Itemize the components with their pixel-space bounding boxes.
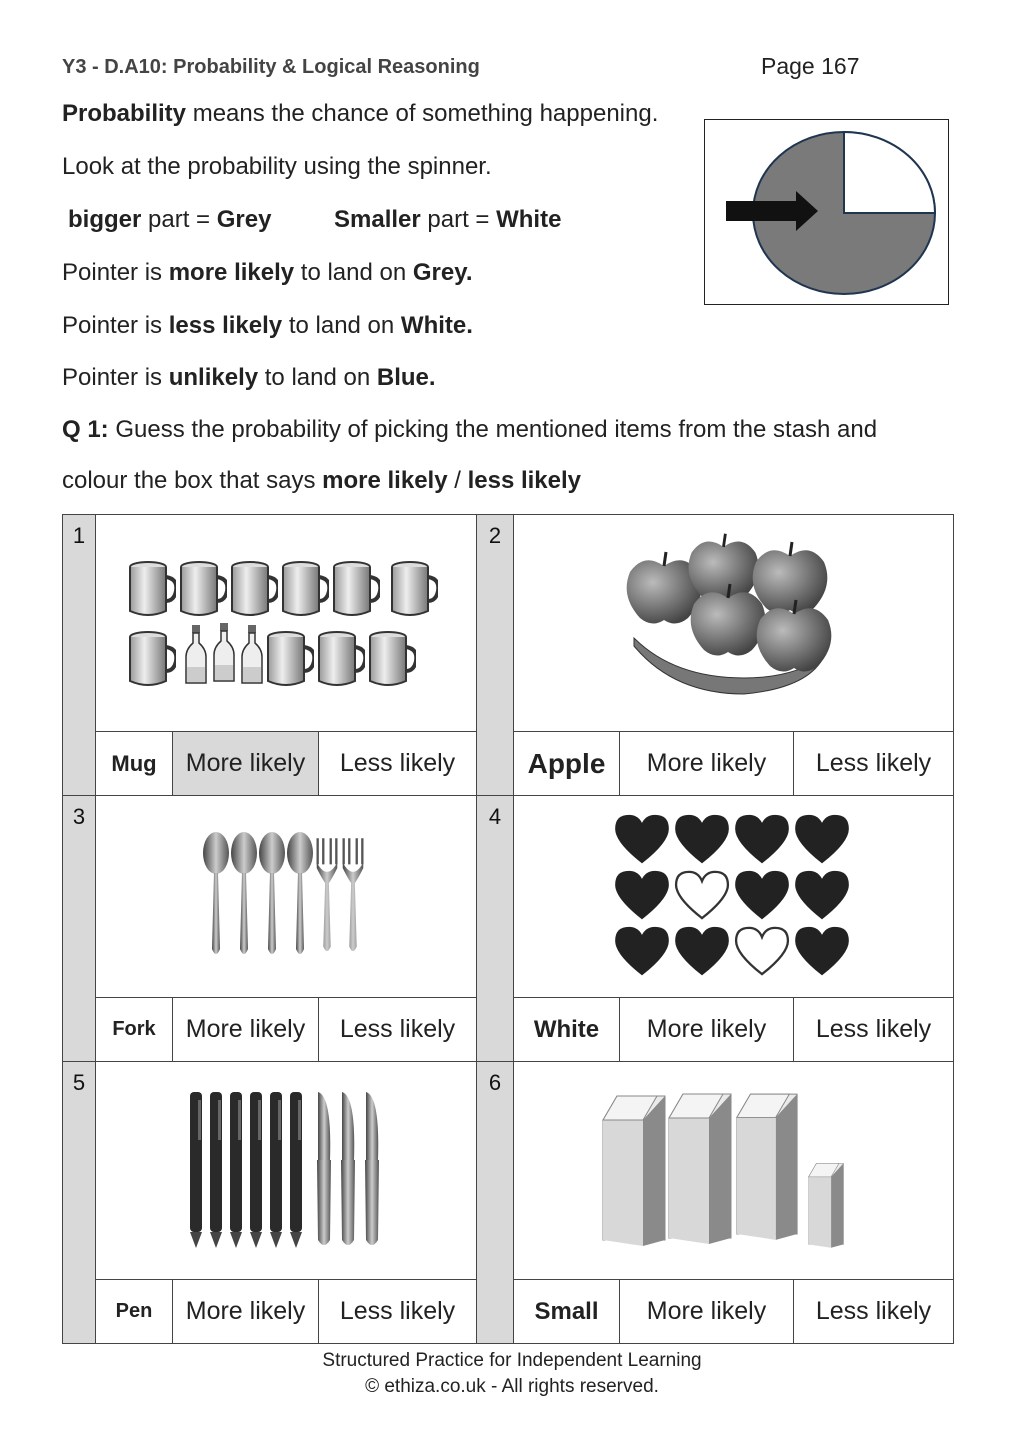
more-likely-box[interactable]: More likely	[173, 1280, 319, 1344]
spoon-icon	[203, 832, 313, 954]
footer	[0, 1348, 1024, 1400]
item-label: Mug	[96, 732, 173, 796]
pen-icon	[190, 1092, 302, 1248]
intro-line-4: Pointer is more likely to land on Grey.	[62, 259, 473, 286]
mug-image	[96, 515, 477, 732]
intro-line-6: Pointer is unlikely to land on Blue.	[62, 364, 436, 391]
more-likely-box[interactable]: More likely	[620, 1280, 794, 1344]
less-likely-box[interactable]: Less likely	[319, 1280, 477, 1344]
fork-icon	[317, 838, 364, 951]
less-likely-box[interactable]: Less likely	[794, 732, 954, 796]
item-number: 6	[477, 1062, 514, 1344]
item-number: 3	[63, 796, 96, 1062]
less-likely-box[interactable]: Less likely	[319, 732, 477, 796]
cutlery-image	[96, 796, 477, 998]
item-number: 5	[63, 1062, 96, 1344]
heart-icon	[616, 816, 848, 974]
less-likely-box[interactable]: Less likely	[794, 998, 954, 1062]
item-label: Small	[514, 1280, 620, 1344]
milk-carton-icon	[603, 1094, 843, 1248]
question-line-2: colour the box that says more likely / less likely	[62, 467, 582, 494]
cartons-image	[514, 1062, 954, 1280]
intro-line-5: Pointer is less likely to land on White.	[62, 312, 473, 339]
mug-icon	[130, 562, 438, 685]
pens-image	[96, 1062, 477, 1280]
item-number: 2	[477, 515, 514, 796]
worksheet-title: Y3 - D.A10: Probability & Logical Reasoning	[62, 56, 480, 78]
item-number: 4	[477, 796, 514, 1062]
intro-line-3b: Smaller part = White	[334, 206, 562, 233]
more-likely-box[interactable]: More likely	[173, 998, 319, 1062]
bottle-icon	[186, 623, 262, 683]
item-label: Fork	[96, 998, 173, 1062]
apple-image	[514, 515, 954, 732]
item-label: White	[514, 998, 620, 1062]
hearts-image	[514, 796, 954, 998]
item-number: 1	[63, 515, 96, 796]
intro-line-1: Probability means the chance of something happening.	[62, 100, 659, 127]
more-likely-box[interactable]: More likely	[173, 732, 319, 796]
intro-line-2: Look at the probability using the spinner.	[62, 153, 492, 180]
intro-line-3a: bigger part = Grey	[68, 206, 272, 233]
less-likely-box[interactable]: Less likely	[794, 1280, 954, 1344]
footer-line-1: Structured Practice for Independent Learning	[322, 1350, 702, 1371]
spinner-figure	[704, 119, 949, 305]
item-label: Apple	[514, 732, 620, 796]
knife-icon	[317, 1092, 379, 1245]
less-likely-box[interactable]: Less likely	[319, 998, 477, 1062]
more-likely-box[interactable]: More likely	[620, 998, 794, 1062]
item-label: Pen	[96, 1280, 173, 1344]
question-grid	[62, 514, 954, 1344]
apple-icon	[626, 534, 831, 672]
more-likely-box[interactable]: More likely	[620, 732, 794, 796]
footer-copyright: © ethiza.co.uk - All rights reserved.	[365, 1376, 659, 1397]
page-number: Page 167	[761, 53, 860, 79]
question-line-1: Q 1: Guess the probability of picking the mentioned items from the stash and	[62, 416, 878, 443]
